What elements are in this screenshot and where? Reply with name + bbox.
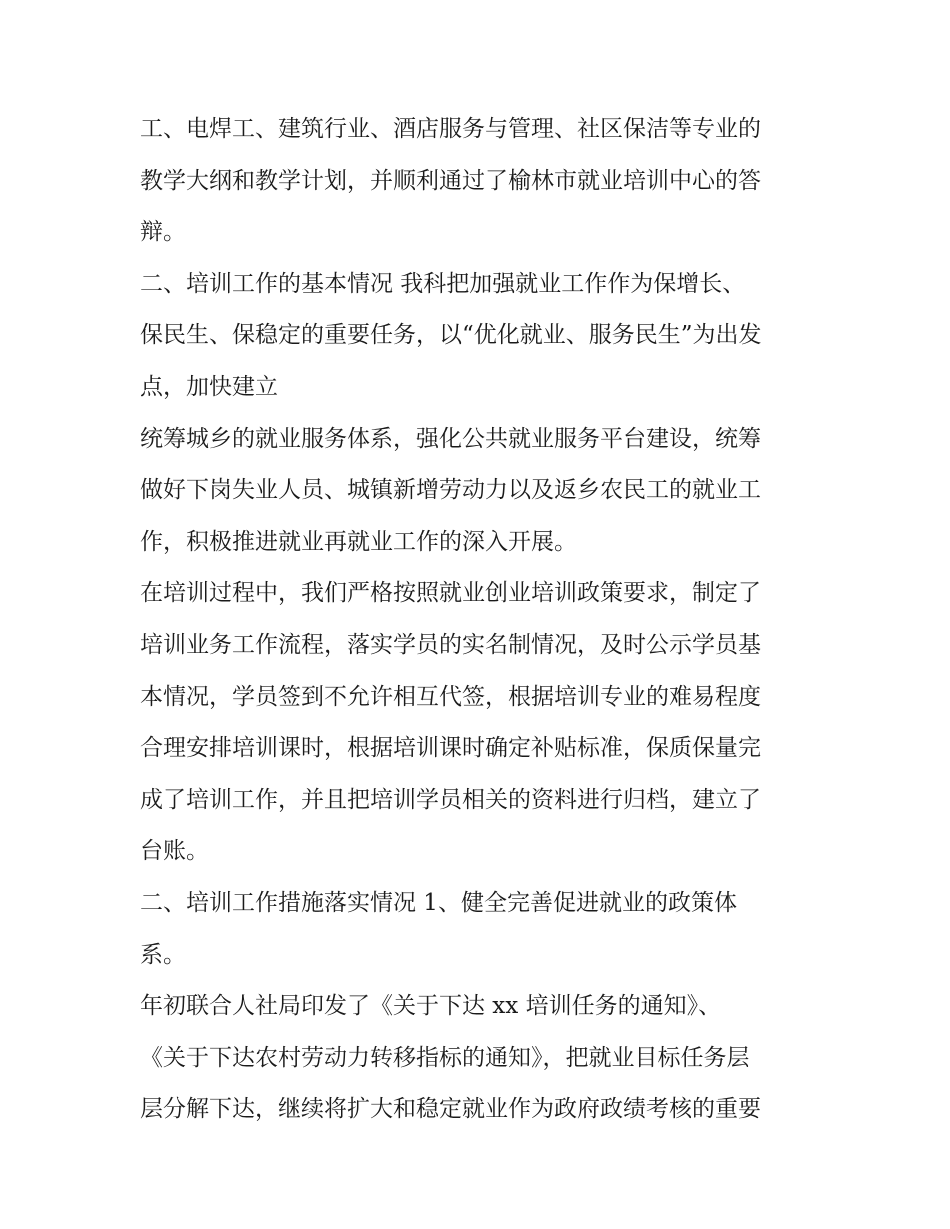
text-line: 做好下岗失业人员、城镇新增劳动力以及返乡农民工的就业工: [140, 477, 761, 504]
text-line: 在培训过程中，我们严格按照就业创业培训政策要求，制定了: [140, 580, 761, 607]
text-line: 成了培训工作，并且把培训学员相关的资料进行归档，建立了: [140, 786, 761, 813]
section-heading-line: 二、培训工作措施落实情况 1、健全完善促进就业的政策体: [140, 889, 737, 916]
text-line: 系。: [140, 941, 186, 968]
document-body: [140, 104, 820, 1136]
text-line: 统筹城乡的就业服务体系，强化公共就业服务平台建设，统筹: [140, 425, 761, 452]
text-line: 培训业务工作流程，落实学员的实名制情况，及时公示学员基: [140, 631, 761, 658]
text-line: 辩。: [140, 219, 186, 246]
text-line: 作，积极推进就业再就业工作的深入开展。: [140, 528, 577, 555]
text-line: 年初联合人社局印发了《关于下达 xx 培训任务的通知》、: [140, 993, 722, 1020]
text-line: 合理安排培训课时，根据培训课时确定补贴标准，保质保量完: [140, 735, 761, 762]
text-line: 本情况，学员签到不允许相互代签，根据培训专业的难易程度: [140, 683, 761, 710]
text-line: 保民生、保稳定的重要任务，以“优化就业、服务民生”为出发: [140, 322, 762, 349]
text-line: 教学大纲和教学计划，并顺利通过了榆林市就业培训中心的答: [140, 167, 761, 194]
text-line: 层分解下达，继续将扩大和稳定就业作为政府政绩考核的重要: [140, 1096, 761, 1123]
text-line: 《关于下达农村劳动力转移指标的通知》，把就业目标任务层: [140, 1044, 750, 1071]
text-line: 台账。: [140, 838, 209, 865]
text-line: 工、电焊工、建筑行业、酒店服务与管理、社区保洁等专业的: [140, 116, 761, 142]
text-line: 点，加快建立: [140, 373, 278, 400]
section-heading-line: 二、培训工作的基本情况 我科把加强就业工作作为保增长、: [140, 270, 746, 297]
